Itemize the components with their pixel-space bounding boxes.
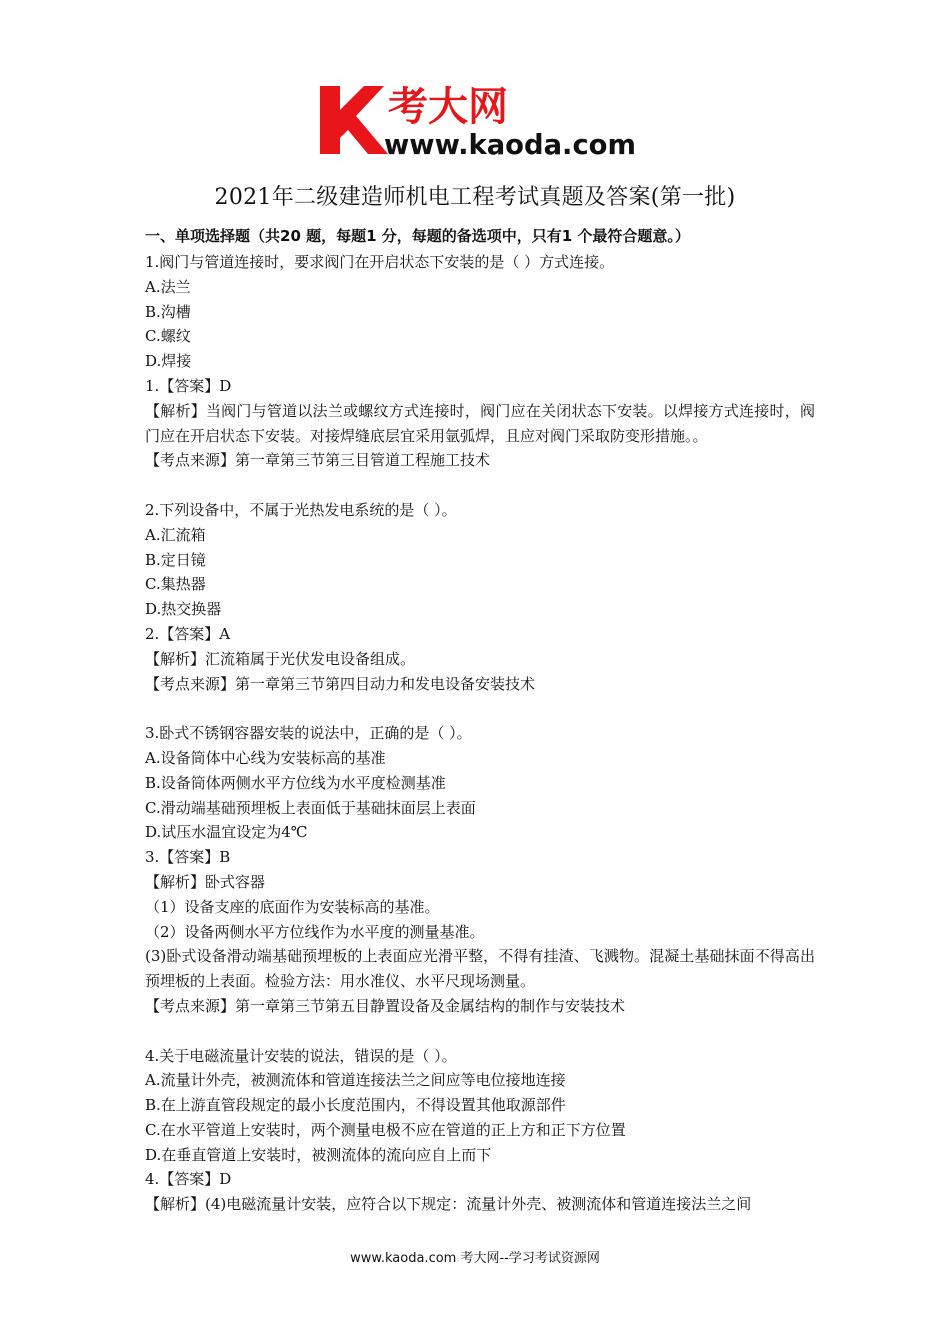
text-line: D.焊接 [145,352,192,371]
text-line: 【解析】汇流箱属于光伏发电设备组成。 [145,649,416,668]
text-line: D.在垂直管道上安装时，被测流体的流向应自上而下 [145,1145,492,1164]
text-line: B.设备筒体两侧水平方位线为水平度检测基准 [145,773,446,792]
blank-line [145,696,815,721]
text-line: （1）设备支座的底面作为安装标高的基准。 [145,897,440,916]
text-line: 【解析】卧式容器 [145,872,266,891]
text-line: D.热交换器 [145,600,222,619]
text-line: 【考点来源】第一章第三节第五目静置设备及金属结构的制作与安装技术 [145,996,626,1015]
text-line: 【考点来源】第一章第三节第三目管道工程施工技术 [145,451,491,470]
text-line: A.设备筒体中心线为安装标高的基准 [145,748,386,767]
text-line: A.法兰 [145,277,191,296]
text-line: 【考点来源】第一章第三节第四目动力和发电设备安装技术 [145,674,536,693]
text-line: B.沟槽 [145,302,191,321]
text-line: 2.【答案】A [145,624,231,643]
blank-line [145,473,815,498]
text-line: 3.卧式不锈钢容器安装的说法中，正确的是（ ）。 [145,724,472,743]
document-title: 2021年二级建造师机电工程考试真题及答案(第一批) [214,185,736,210]
logo-url-text: www.kaoda.com [384,128,636,160]
logo-name-text: 考大网 [388,84,508,130]
document-body [145,250,815,1217]
page-footer: www.kaoda.com 考大网--学习考试资源网 [350,1251,600,1266]
text-line: C.集热器 [145,575,206,594]
text-line: A.流量计外壳，被测流体和管道连接法兰之间应等电位接地连接 [145,1071,566,1090]
text-line: （2）设备两侧水平方位线作为水平度的测量基准。 [145,922,485,941]
text-line: 4.关于电磁流量计安装的说法，错误的是（ ）。 [145,1046,457,1065]
text-line: 3.【答案】B [145,848,231,867]
kaoda-logo [318,80,648,160]
text-line: 2.下列设备中，不属于光热发电系统的是（ ）。 [145,500,457,519]
kaoda-logo-mark [318,80,648,160]
text-line: 4.【答案】D [145,1170,232,1189]
text-line: C.滑动端基础预埋板上表面低于基础抹面层上表面 [145,798,476,817]
text-line: C.螺纹 [145,327,191,346]
text-line: 1.【答案】D [145,376,232,395]
text-line: B.在上游直管段规定的最小长度范围内，不得设置其他取源部件 [145,1096,566,1115]
text-line: (3)卧式设备滑动端基础预埋板的上表面应光滑平整，不得有挂渣、飞溅物。混凝土基础抹面不得高出预埋板的上表面。检验方法：用水准仪、水平尺现场测量。 [145,947,815,991]
text-line: 【解析】(4)电磁流量计安装，应符合以下规定：流量计外壳、被测流体和管道连接法兰之间 [145,1195,752,1214]
text-line: B.定日镜 [145,550,206,569]
section-heading: 一、单项选择题（共20 题，每题1 分，每题的备选项中，只有1 个最符合题意。） [145,227,690,245]
logo-k-shape [320,86,388,154]
text-line: D.试压水温宜设定为4℃ [145,823,308,842]
text-line: 【解析】当阀门与管道以法兰或螺纹方式连接时，阀门应在关闭状态下安装。以焊接方式连接时，阀门应在开启状态下安装。对接焊缝底层宜采用氩弧焊，且应对阀门采取防变形措施。。 [145,401,815,445]
text-line: A.汇流箱 [145,525,206,544]
blank-line [145,1019,815,1044]
text-line: 1.阀门与管道连接时，要求阀门在开启状态下安装的是（ ）方式连接。 [145,253,615,271]
text-line: C.在水平管道上安装时，两个测量电极不应在管道的正上方和正下方位置 [145,1120,626,1139]
